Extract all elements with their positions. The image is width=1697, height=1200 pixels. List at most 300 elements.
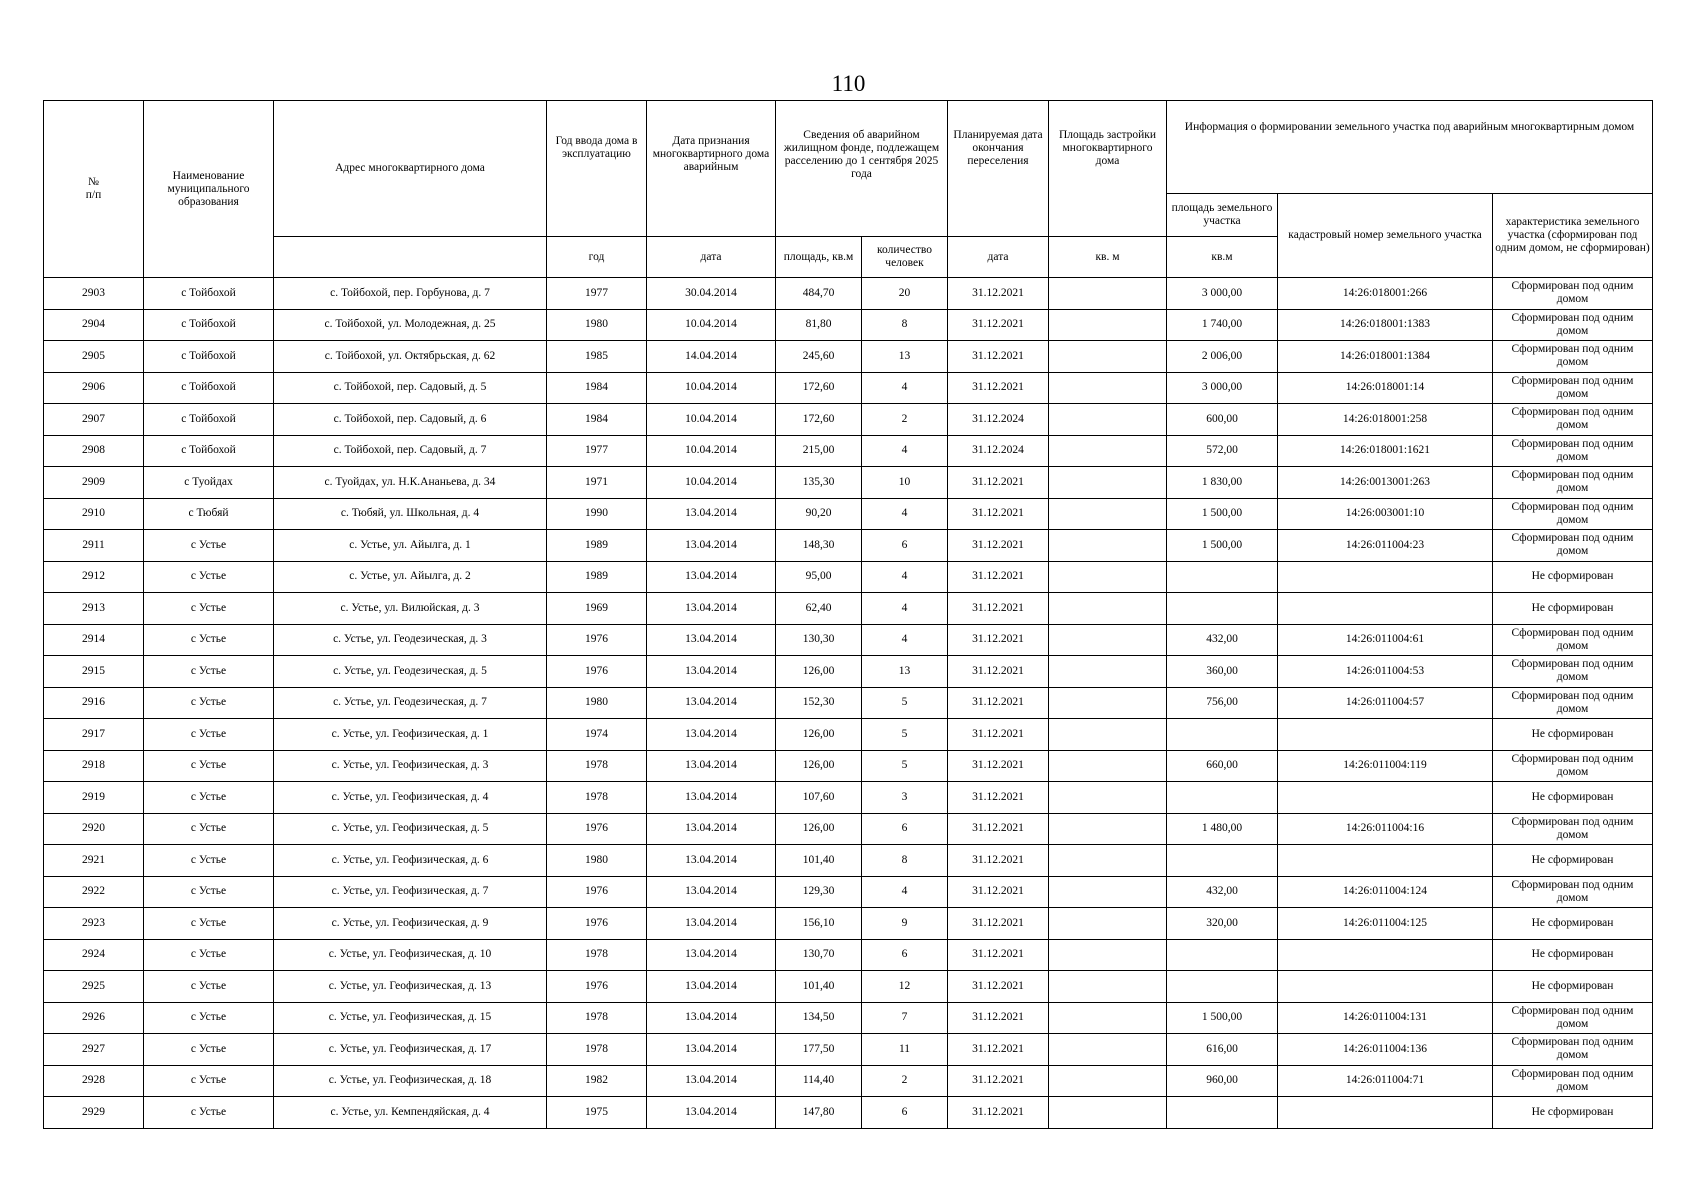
cell-building-area (1049, 1065, 1167, 1097)
cell-number: 2904 (44, 309, 144, 341)
cell-cadastral: 14:26:018001:14 (1278, 372, 1493, 404)
cell-area: 152,30 (776, 687, 862, 719)
cell-building-area (1049, 341, 1167, 373)
table-row (44, 845, 1653, 877)
cell-land-area (1167, 719, 1278, 751)
cell-cadastral: 14:26:011004:71 (1278, 1065, 1493, 1097)
cell-date: 13.04.2014 (647, 624, 776, 656)
cell-planned-date: 31.12.2021 (948, 656, 1049, 688)
cell-municipality: с Устье (144, 624, 274, 656)
cell-building-area (1049, 309, 1167, 341)
cell-year: 1978 (547, 939, 647, 971)
cell-people: 6 (862, 813, 948, 845)
cell-area: 126,00 (776, 656, 862, 688)
cell-people: 8 (862, 309, 948, 341)
cell-land-area: 432,00 (1167, 876, 1278, 908)
cell-planned-date: 31.12.2021 (948, 530, 1049, 562)
header-unit-date: дата (647, 237, 776, 278)
cell-building-area (1049, 1097, 1167, 1129)
cell-planned-date: 31.12.2021 (948, 467, 1049, 499)
cell-cadastral: 14:26:003001:10 (1278, 498, 1493, 530)
cell-land-area: 1 480,00 (1167, 813, 1278, 845)
cell-area: 101,40 (776, 971, 862, 1003)
cell-municipality: с Тойбохой (144, 372, 274, 404)
cell-area: 81,80 (776, 309, 862, 341)
cell-municipality: с Устье (144, 971, 274, 1003)
cell-year: 1980 (547, 309, 647, 341)
table-row (44, 750, 1653, 782)
cell-number: 2920 (44, 813, 144, 845)
cell-municipality: с Устье (144, 782, 274, 814)
cell-cadastral (1278, 561, 1493, 593)
table-row (44, 1002, 1653, 1034)
cell-date: 10.04.2014 (647, 435, 776, 467)
cell-land-area (1167, 1097, 1278, 1129)
cell-land-area: 1 740,00 (1167, 309, 1278, 341)
cell-people: 3 (862, 782, 948, 814)
cell-planned-date: 31.12.2021 (948, 1097, 1049, 1129)
cell-cadastral: 14:26:018001:266 (1278, 278, 1493, 310)
cell-year: 1976 (547, 656, 647, 688)
cell-municipality: с Устье (144, 719, 274, 751)
cell-characteristic: Не сформирован (1493, 971, 1653, 1003)
cell-year: 1980 (547, 845, 647, 877)
cell-people: 5 (862, 750, 948, 782)
cell-year: 1978 (547, 750, 647, 782)
cell-date: 13.04.2014 (647, 845, 776, 877)
cell-land-area (1167, 782, 1278, 814)
cell-people: 5 (862, 687, 948, 719)
header-land-info: Информация о формировании земельного участка под аварийным многоквартирным домом (1167, 101, 1653, 194)
cell-year: 1976 (547, 624, 647, 656)
cell-cadastral (1278, 1097, 1493, 1129)
cell-planned-date: 31.12.2021 (948, 1002, 1049, 1034)
cell-address: с. Устье, ул. Айылга, д. 2 (274, 561, 547, 593)
table-row (44, 876, 1653, 908)
cell-number: 2910 (44, 498, 144, 530)
cell-area: 62,40 (776, 593, 862, 625)
cell-people: 6 (862, 939, 948, 971)
cell-area: 135,30 (776, 467, 862, 499)
header-planned-date: Планируемая дата окончания переселения (948, 101, 1049, 237)
cell-planned-date: 31.12.2024 (948, 435, 1049, 467)
emergency-housing-table (43, 100, 1653, 1129)
cell-people: 4 (862, 876, 948, 908)
cell-building-area (1049, 813, 1167, 845)
cell-year: 1975 (547, 1097, 647, 1129)
cell-planned-date: 31.12.2021 (948, 624, 1049, 656)
cell-date: 13.04.2014 (647, 1065, 776, 1097)
table-row (44, 561, 1653, 593)
cell-municipality: с Тойбохой (144, 278, 274, 310)
cell-number: 2923 (44, 908, 144, 940)
cell-building-area (1049, 498, 1167, 530)
cell-date: 30.04.2014 (647, 278, 776, 310)
cell-date: 14.04.2014 (647, 341, 776, 373)
cell-area: 126,00 (776, 719, 862, 751)
cell-planned-date: 31.12.2021 (948, 908, 1049, 940)
cell-area: 129,30 (776, 876, 862, 908)
cell-planned-date: 31.12.2021 (948, 1034, 1049, 1066)
cell-people: 11 (862, 1034, 948, 1066)
cell-municipality: с Устье (144, 813, 274, 845)
cell-number: 2926 (44, 1002, 144, 1034)
cell-number: 2925 (44, 971, 144, 1003)
cell-characteristic: Сформирован под одним домом (1493, 341, 1653, 373)
cell-cadastral: 14:26:011004:131 (1278, 1002, 1493, 1034)
cell-area: 177,50 (776, 1034, 862, 1066)
header-address-blank (274, 237, 547, 278)
cell-cadastral (1278, 845, 1493, 877)
cell-area: 90,20 (776, 498, 862, 530)
cell-number: 2917 (44, 719, 144, 751)
cell-address: с. Устье, ул. Геофизическая, д. 1 (274, 719, 547, 751)
cell-cadastral: 14:26:011004:57 (1278, 687, 1493, 719)
cell-building-area (1049, 404, 1167, 436)
cell-land-area (1167, 845, 1278, 877)
cell-land-area (1167, 971, 1278, 1003)
cell-area: 245,60 (776, 341, 862, 373)
cell-cadastral: 14:26:018001:1621 (1278, 435, 1493, 467)
cell-characteristic: Сформирован под одним домом (1493, 404, 1653, 436)
table-row (44, 971, 1653, 1003)
cell-number: 2928 (44, 1065, 144, 1097)
cell-municipality: с Устье (144, 1034, 274, 1066)
cell-area: 126,00 (776, 750, 862, 782)
cell-address: с. Устье, ул. Геофизическая, д. 17 (274, 1034, 547, 1066)
cell-area: 148,30 (776, 530, 862, 562)
cell-number: 2905 (44, 341, 144, 373)
cell-building-area (1049, 656, 1167, 688)
cell-address: с. Устье, ул. Геофизическая, д. 15 (274, 1002, 547, 1034)
table-row (44, 593, 1653, 625)
cell-planned-date: 31.12.2021 (948, 719, 1049, 751)
header-municipality: Наименование муниципального образования (144, 101, 274, 278)
cell-land-area: 1 500,00 (1167, 1002, 1278, 1034)
cell-cadastral (1278, 719, 1493, 751)
cell-building-area (1049, 908, 1167, 940)
cell-date: 13.04.2014 (647, 530, 776, 562)
header-unit-year: год (547, 237, 647, 278)
cell-date: 13.04.2014 (647, 498, 776, 530)
cell-planned-date: 31.12.2021 (948, 278, 1049, 310)
cell-date: 13.04.2014 (647, 593, 776, 625)
cell-municipality: с Устье (144, 530, 274, 562)
cell-municipality: с Тойбохой (144, 309, 274, 341)
cell-building-area (1049, 939, 1167, 971)
cell-cadastral: 14:26:011004:23 (1278, 530, 1493, 562)
table-row (44, 1097, 1653, 1129)
cell-people: 4 (862, 372, 948, 404)
table-row (44, 278, 1653, 310)
cell-characteristic: Сформирован под одним домом (1493, 1034, 1653, 1066)
cell-characteristic: Сформирован под одним домом (1493, 435, 1653, 467)
cell-year: 1971 (547, 467, 647, 499)
cell-cadastral: 14:26:011004:125 (1278, 908, 1493, 940)
cell-cadastral: 14:26:018001:1384 (1278, 341, 1493, 373)
cell-date: 10.04.2014 (647, 372, 776, 404)
cell-people: 5 (862, 719, 948, 751)
cell-number: 2913 (44, 593, 144, 625)
cell-number: 2911 (44, 530, 144, 562)
cell-land-area: 960,00 (1167, 1065, 1278, 1097)
cell-date: 13.04.2014 (647, 1034, 776, 1066)
cell-date: 13.04.2014 (647, 876, 776, 908)
cell-address: с. Устье, ул. Вилюйская, д. 3 (274, 593, 547, 625)
cell-municipality: с Устье (144, 876, 274, 908)
cell-characteristic: Сформирован под одним домом (1493, 372, 1653, 404)
cell-cadastral: 14:26:018001:1383 (1278, 309, 1493, 341)
cell-planned-date: 31.12.2024 (948, 404, 1049, 436)
header-characteristic: характеристика земельного участка (сформирован под одним домом, не сформирован) (1493, 194, 1653, 278)
cell-year: 1976 (547, 971, 647, 1003)
cell-date: 13.04.2014 (647, 971, 776, 1003)
cell-municipality: с Туойдах (144, 467, 274, 499)
cell-address: с. Устье, ул. Геофизическая, д. 10 (274, 939, 547, 971)
header-building-area: Площадь застройки многоквартирного дома (1049, 101, 1167, 237)
cell-characteristic: Сформирован под одним домом (1493, 624, 1653, 656)
cell-date: 13.04.2014 (647, 782, 776, 814)
cell-cadastral: 14:26:0013001:263 (1278, 467, 1493, 499)
table-row (44, 341, 1653, 373)
cell-municipality: с Устье (144, 656, 274, 688)
cell-year: 1976 (547, 876, 647, 908)
cell-land-area: 756,00 (1167, 687, 1278, 719)
cell-municipality: с Устье (144, 1002, 274, 1034)
cell-municipality: с Устье (144, 1065, 274, 1097)
cell-building-area (1049, 687, 1167, 719)
cell-building-area (1049, 971, 1167, 1003)
cell-building-area (1049, 624, 1167, 656)
cell-number: 2919 (44, 782, 144, 814)
cell-building-area (1049, 1034, 1167, 1066)
cell-people: 6 (862, 1097, 948, 1129)
cell-planned-date: 31.12.2021 (948, 813, 1049, 845)
table-row (44, 372, 1653, 404)
cell-building-area (1049, 278, 1167, 310)
cell-building-area (1049, 876, 1167, 908)
cell-year: 1984 (547, 404, 647, 436)
table-body (44, 278, 1653, 1129)
header-unit-area: площадь, кв.м (776, 237, 862, 278)
cell-land-area (1167, 593, 1278, 625)
cell-characteristic: Сформирован под одним домом (1493, 309, 1653, 341)
cell-number: 2908 (44, 435, 144, 467)
cell-cadastral: 14:26:011004:16 (1278, 813, 1493, 845)
cell-area: 107,60 (776, 782, 862, 814)
cell-date: 10.04.2014 (647, 309, 776, 341)
cell-year: 1985 (547, 341, 647, 373)
cell-year: 1978 (547, 1002, 647, 1034)
cell-address: с. Тойбохой, ул. Октябрьская, д. 62 (274, 341, 547, 373)
cell-building-area (1049, 561, 1167, 593)
header-unit-sqm: кв. м (1049, 237, 1167, 278)
cell-number: 2903 (44, 278, 144, 310)
cell-number: 2914 (44, 624, 144, 656)
cell-address: с. Устье, ул. Геофизическая, д. 7 (274, 876, 547, 908)
cell-area: 101,40 (776, 845, 862, 877)
cell-address: с. Тюбяй, ул. Школьная, д. 4 (274, 498, 547, 530)
cell-cadastral (1278, 782, 1493, 814)
cell-planned-date: 31.12.2021 (948, 939, 1049, 971)
cell-people: 4 (862, 498, 948, 530)
cell-municipality: с Тюбяй (144, 498, 274, 530)
cell-people: 12 (862, 971, 948, 1003)
cell-year: 1978 (547, 1034, 647, 1066)
cell-municipality: с Устье (144, 750, 274, 782)
cell-area: 484,70 (776, 278, 862, 310)
cell-municipality: с Устье (144, 845, 274, 877)
cell-characteristic: Сформирован под одним домом (1493, 750, 1653, 782)
cell-building-area (1049, 593, 1167, 625)
cell-date: 13.04.2014 (647, 719, 776, 751)
cell-building-area (1049, 782, 1167, 814)
cell-building-area (1049, 750, 1167, 782)
table-row (44, 467, 1653, 499)
cell-cadastral: 14:26:018001:258 (1278, 404, 1493, 436)
cell-planned-date: 31.12.2021 (948, 845, 1049, 877)
cell-address: с. Тойбохой, пер. Садовый, д. 7 (274, 435, 547, 467)
header-emergency-info: Сведения об аварийном жилищном фонде, подлежащем расселению до 1 сентября 2025 года (776, 101, 948, 237)
table-row (44, 309, 1653, 341)
table-row (44, 404, 1653, 436)
cell-people: 6 (862, 530, 948, 562)
cell-characteristic: Не сформирован (1493, 908, 1653, 940)
cell-planned-date: 31.12.2021 (948, 971, 1049, 1003)
cell-building-area (1049, 435, 1167, 467)
table-row (44, 908, 1653, 940)
cell-year: 1989 (547, 561, 647, 593)
cell-land-area: 360,00 (1167, 656, 1278, 688)
cell-address: с. Устье, ул. Геофизическая, д. 5 (274, 813, 547, 845)
cell-building-area (1049, 372, 1167, 404)
cell-number: 2921 (44, 845, 144, 877)
cell-planned-date: 31.12.2021 (948, 372, 1049, 404)
table-row (44, 498, 1653, 530)
cell-municipality: с Тойбохой (144, 435, 274, 467)
cell-municipality: с Устье (144, 561, 274, 593)
cell-number: 2929 (44, 1097, 144, 1129)
cell-land-area: 1 500,00 (1167, 498, 1278, 530)
cell-number: 2922 (44, 876, 144, 908)
cell-cadastral: 14:26:011004:119 (1278, 750, 1493, 782)
header-year-built: Год ввода дома в эксплуатацию (547, 101, 647, 237)
cell-planned-date: 31.12.2021 (948, 593, 1049, 625)
cell-cadastral: 14:26:011004:53 (1278, 656, 1493, 688)
cell-municipality: с Тойбохой (144, 341, 274, 373)
cell-people: 4 (862, 561, 948, 593)
header-no: № п/п (44, 101, 144, 278)
cell-planned-date: 31.12.2021 (948, 750, 1049, 782)
cell-date: 13.04.2014 (647, 750, 776, 782)
cell-number: 2912 (44, 561, 144, 593)
cell-cadastral (1278, 939, 1493, 971)
cell-characteristic: Сформирован под одним домом (1493, 1002, 1653, 1034)
cell-date: 10.04.2014 (647, 467, 776, 499)
cell-address: с. Устье, ул. Кемпендяйская, д. 4 (274, 1097, 547, 1129)
cell-land-area: 572,00 (1167, 435, 1278, 467)
cell-area: 156,10 (776, 908, 862, 940)
header-date-declared: Дата признания многоквартирного дома аварийным (647, 101, 776, 237)
cell-year: 1978 (547, 782, 647, 814)
cell-people: 10 (862, 467, 948, 499)
cell-year: 1980 (547, 687, 647, 719)
cell-number: 2924 (44, 939, 144, 971)
cell-planned-date: 31.12.2021 (948, 309, 1049, 341)
cell-year: 1982 (547, 1065, 647, 1097)
cell-land-area: 600,00 (1167, 404, 1278, 436)
cell-date: 13.04.2014 (647, 908, 776, 940)
header-land-area: площадь земельного участка (1167, 194, 1278, 237)
cell-address: с. Устье, ул. Геофизическая, д. 4 (274, 782, 547, 814)
cell-building-area (1049, 530, 1167, 562)
cell-people: 7 (862, 1002, 948, 1034)
table-row (44, 530, 1653, 562)
table-row (44, 656, 1653, 688)
page-number: 110 (831, 71, 866, 96)
cell-land-area: 1 830,00 (1167, 467, 1278, 499)
cell-date: 13.04.2014 (647, 687, 776, 719)
cell-year: 1989 (547, 530, 647, 562)
cell-people: 13 (862, 656, 948, 688)
cell-people: 13 (862, 341, 948, 373)
cell-characteristic: Сформирован под одним домом (1493, 876, 1653, 908)
cell-year: 1984 (547, 372, 647, 404)
cell-characteristic: Сформирован под одним домом (1493, 278, 1653, 310)
cell-characteristic: Сформирован под одним домом (1493, 656, 1653, 688)
cell-year: 1969 (547, 593, 647, 625)
cell-people: 8 (862, 845, 948, 877)
header-cadastral: кадастровый номер земельного участка (1278, 194, 1493, 278)
cell-land-area: 3 000,00 (1167, 372, 1278, 404)
cell-people: 2 (862, 404, 948, 436)
cell-year: 1977 (547, 435, 647, 467)
cell-area: 130,70 (776, 939, 862, 971)
cell-address: с. Устье, ул. Геофизическая, д. 13 (274, 971, 547, 1003)
cell-people: 4 (862, 593, 948, 625)
cell-number: 2916 (44, 687, 144, 719)
cell-date: 13.04.2014 (647, 813, 776, 845)
cell-address: с. Устье, ул. Геофизическая, д. 3 (274, 750, 547, 782)
cell-cadastral: 14:26:011004:136 (1278, 1034, 1493, 1066)
cell-address: с. Туойдах, ул. Н.К.Ананьева, д. 34 (274, 467, 547, 499)
cell-building-area (1049, 1002, 1167, 1034)
cell-number: 2915 (44, 656, 144, 688)
cell-address: с. Тойбохой, пер. Садовый, д. 5 (274, 372, 547, 404)
table-row (44, 813, 1653, 845)
table-row (44, 939, 1653, 971)
cell-address: с. Устье, ул. Геодезическая, д. 7 (274, 687, 547, 719)
cell-area: 172,60 (776, 372, 862, 404)
cell-address: с. Тойбохой, пер. Горбунова, д. 7 (274, 278, 547, 310)
cell-planned-date: 31.12.2021 (948, 687, 1049, 719)
cell-building-area (1049, 719, 1167, 751)
cell-people: 2 (862, 1065, 948, 1097)
table-row (44, 435, 1653, 467)
cell-area: 114,40 (776, 1065, 862, 1097)
cell-planned-date: 31.12.2021 (948, 341, 1049, 373)
cell-characteristic: Не сформирован (1493, 561, 1653, 593)
cell-area: 147,80 (776, 1097, 862, 1129)
cell-cadastral: 14:26:011004:124 (1278, 876, 1493, 908)
table-row (44, 1034, 1653, 1066)
cell-address: с. Устье, ул. Геофизическая, д. 9 (274, 908, 547, 940)
cell-land-area: 432,00 (1167, 624, 1278, 656)
cell-characteristic: Не сформирован (1493, 719, 1653, 751)
cell-date: 13.04.2014 (647, 1002, 776, 1034)
cell-characteristic: Не сформирован (1493, 1097, 1653, 1129)
cell-planned-date: 31.12.2021 (948, 1065, 1049, 1097)
